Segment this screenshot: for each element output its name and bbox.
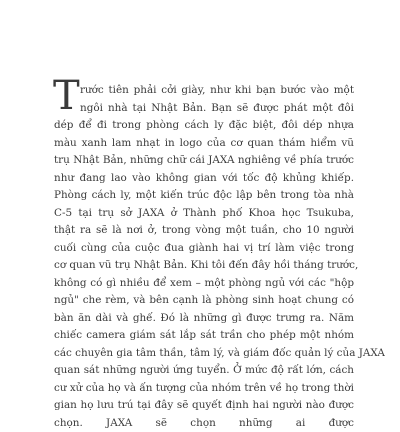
text-line-15: chiếc camera giám sát lắp sát trần cho phép một nhóm bbox=[54, 329, 354, 341]
text-line-8: C-5 tại trụ sở JAXA ở Thành phố Khoa học Tsukuba, bbox=[54, 206, 354, 219]
text-line-5: trụ Nhật Bản, những chữ cái JAXA nghiêng về phía trước bbox=[54, 154, 354, 166]
text-line-17: quan sát những người ứng tuyển. Ở mức độ rất lớn, cách bbox=[54, 364, 354, 376]
text-line-3: dép để đi trong phòng cách ly đặc biệt, đôi dép nhựa bbox=[54, 119, 354, 131]
text-line-12: không có gì nhiều để xem – một phòng ngủ với các "hộp bbox=[54, 276, 354, 289]
body-paragraph bbox=[53, 73, 385, 429]
text-line-20: chọn. JAXA sẽ chọn những ai được bbox=[54, 416, 354, 429]
text-line-1: T rước tiên phải cởi giày, như khi bạn bước vào một bbox=[53, 73, 354, 119]
drop-cap: T bbox=[53, 73, 80, 119]
text-line-14: bàn ăn dài và ghế. Đó là những gì được trưng ra. Năm bbox=[54, 311, 354, 324]
text-line-19: gian họ lưu trú tại đây sẽ quyết định hai người nào được bbox=[54, 399, 354, 411]
text-line-16: các chuyên gia tâm thần, tâm lý, và giám đốc quản lý của JAXA bbox=[54, 346, 385, 359]
text-line-11: cơ quan vũ trụ Nhật Bản. Khi tôi đến đây hồi tháng trước, bbox=[54, 259, 359, 271]
text-line-10: cuối cùng của cuộc đua giành hai vị trí làm việc trong bbox=[54, 241, 354, 254]
text-line-9: thật ra sẽ là nơi ở, trong vòng một tuần, cho 10 người bbox=[54, 224, 354, 236]
text-line-18: cư xử của họ và ấn tượng của nhóm trên về họ trong thời bbox=[54, 381, 354, 394]
text-line-4: màu xanh lam nhạt in logo của cơ quan thám hiểm vũ bbox=[54, 136, 354, 149]
text-line-2: ngôi nhà tại Nhật Bản. Bạn sẽ được phát một đôi bbox=[80, 101, 354, 114]
text-line-6: như đang lao vào không gian với tốc độ khủng khiếp. bbox=[54, 171, 354, 184]
text-line-7: Phòng cách ly, một kiến trúc độc lập bên trong tòa nhà bbox=[54, 189, 354, 201]
text-line-13: ngủ" che rèm, và bên cạnh là phòng sinh hoạt chung có bbox=[54, 294, 354, 306]
